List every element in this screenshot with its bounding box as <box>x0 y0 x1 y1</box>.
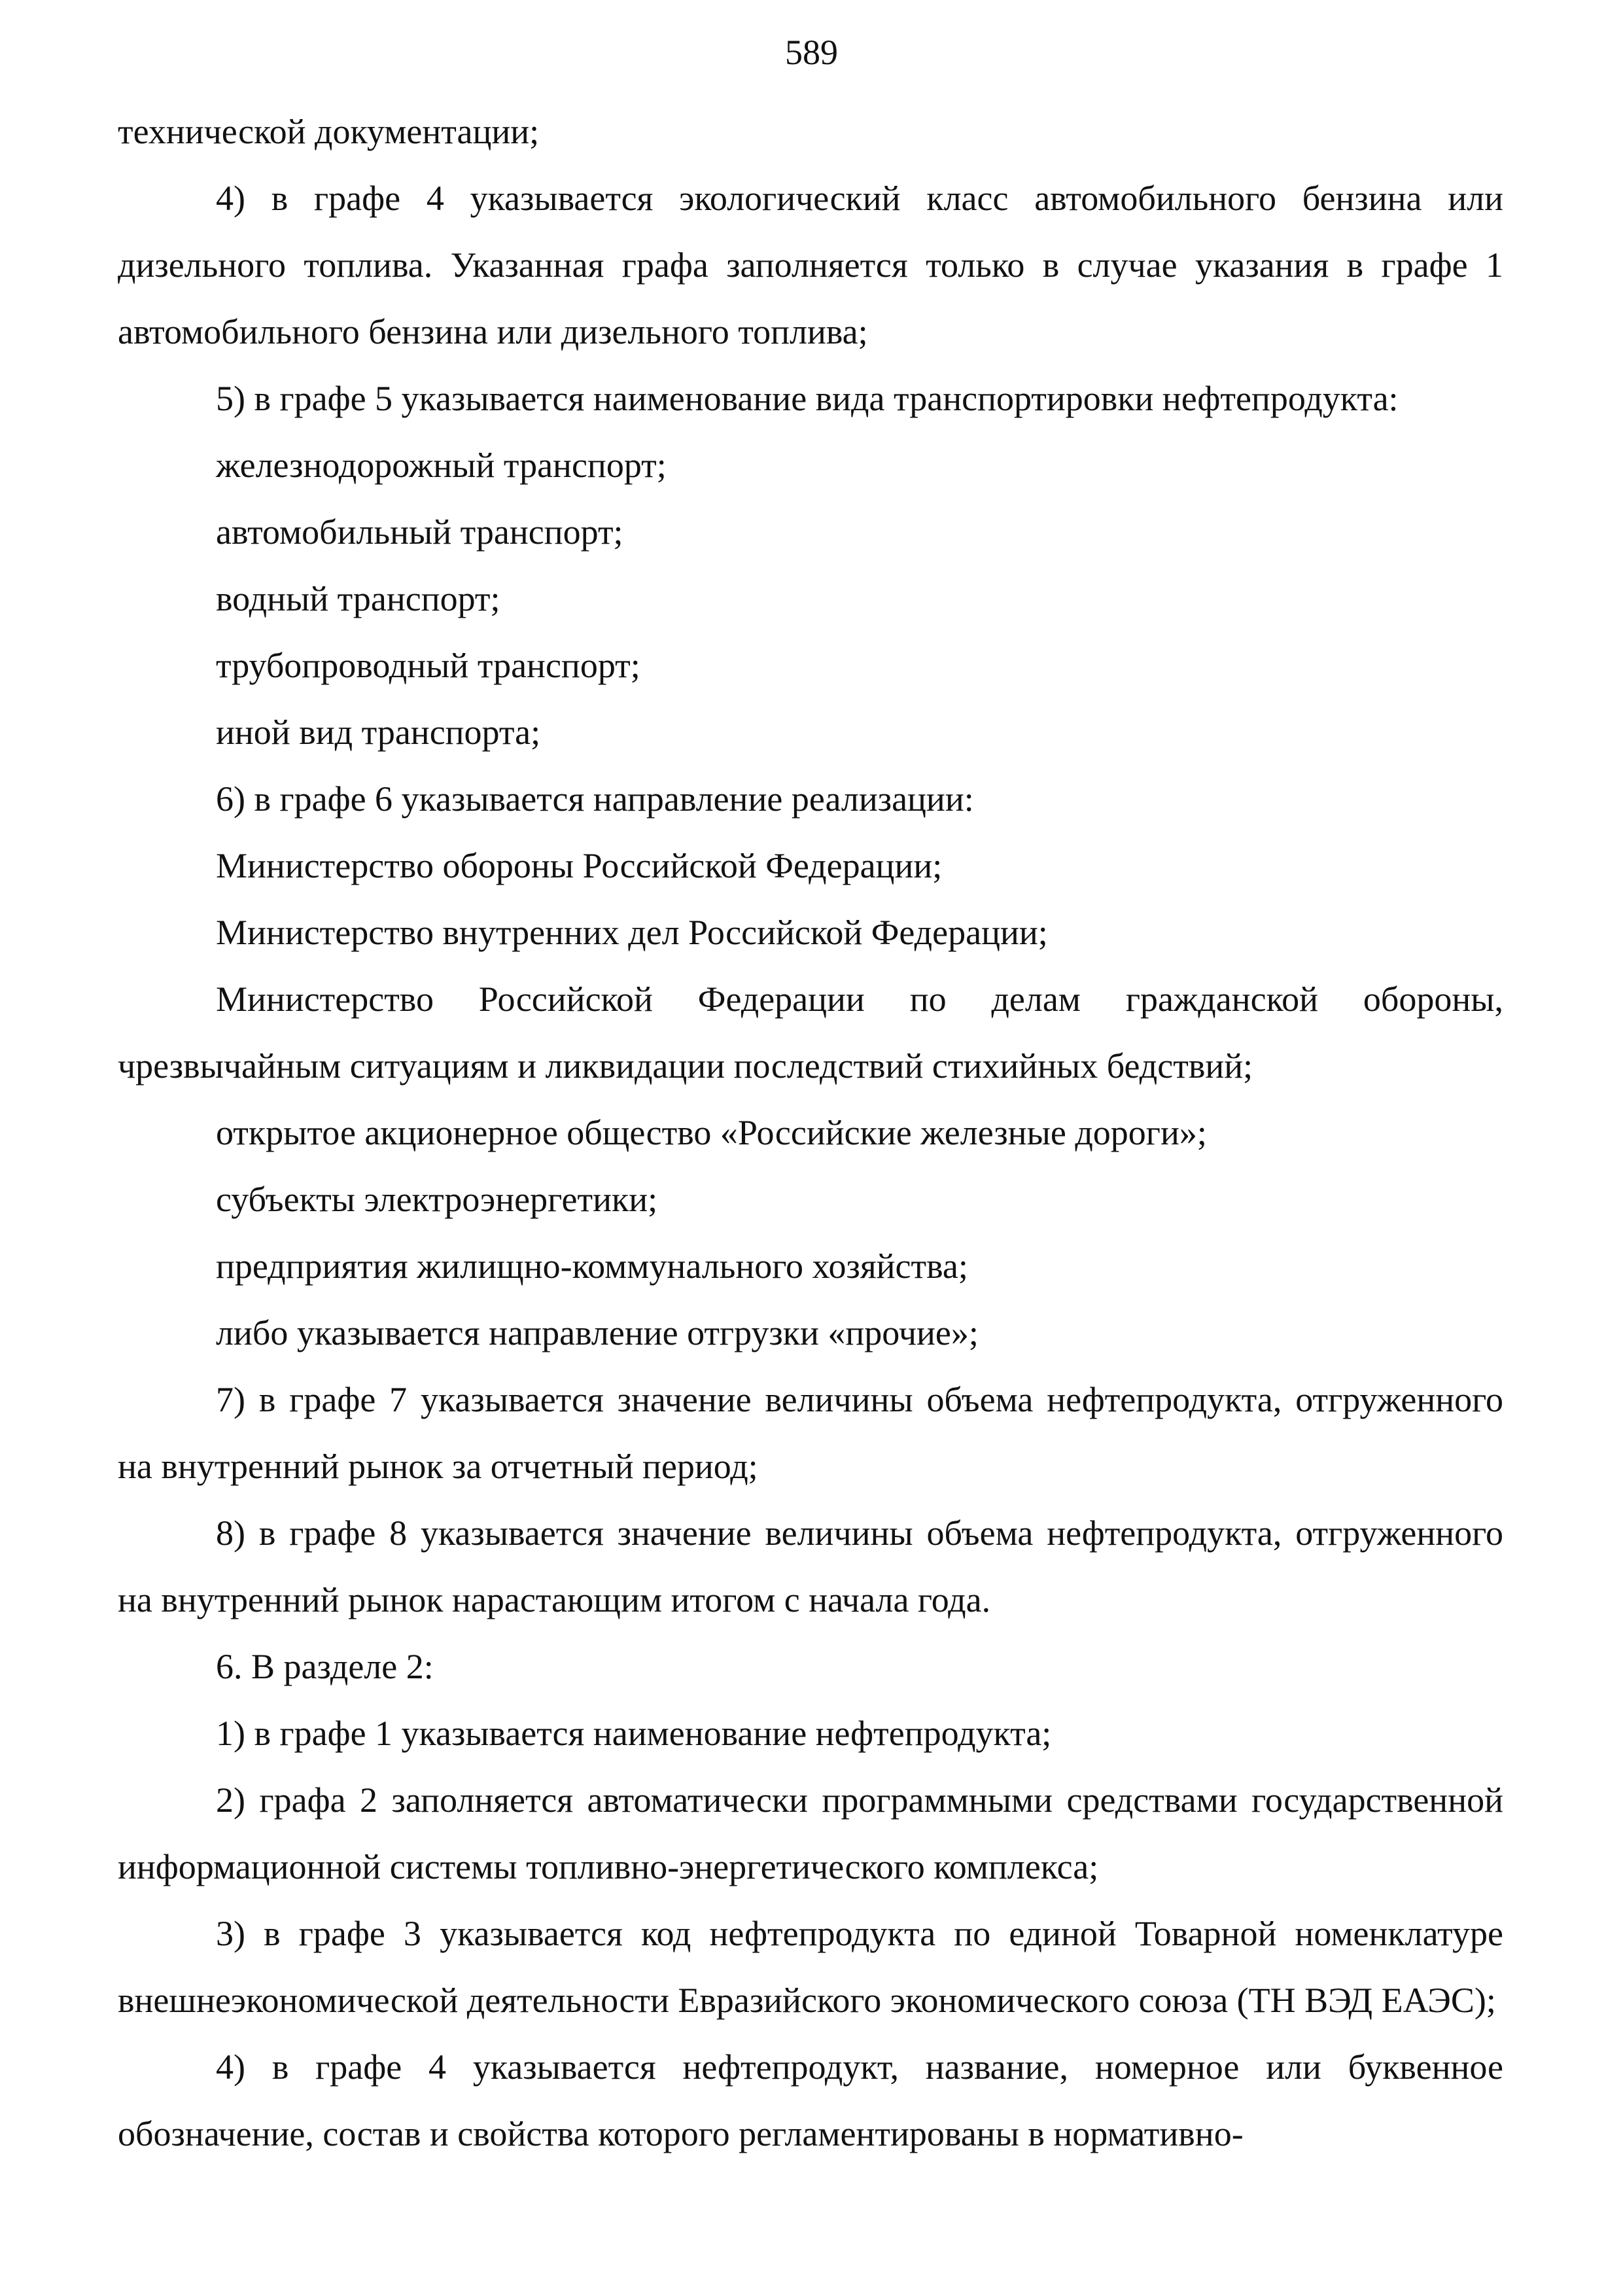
list-item: субъекты электроэнергетики; <box>216 1180 658 1219</box>
page-number: 589 <box>785 33 838 72</box>
list-item: Министерство обороны Российской Федерации; <box>216 846 943 885</box>
paragraph-item-7: 7) в графе 7 указывается значение величины объема нефтепродукта, отгруженного на внутренний рынок за отчетный период; <box>118 1380 1503 1486</box>
list-item: трубопроводный транспорт; <box>216 646 640 685</box>
paragraph-item-4b: 4) в графе 4 указывается нефтепродукт, название, номерное или буквенное обозначение, состав и свойства которого регламентированы в нормативно- <box>118 2047 1503 2153</box>
list-item: открытое акционерное общество «Российские железные дороги»; <box>216 1113 1207 1152</box>
paragraph-item-5: 5) в графе 5 указывается наименование вида транспортировки нефтепродукта: <box>216 379 1399 418</box>
paragraph-item-2: 2) графа 2 заполняется автоматически программными средствами государственной информационной системы топливно-энергетического комплекса; <box>118 1780 1503 1886</box>
list-item: иной вид транспорта; <box>216 713 541 752</box>
document-text <box>118 98 1503 2167</box>
paragraph-continuation: технической документации; <box>118 112 540 151</box>
list-item: водный транспорт; <box>216 579 500 618</box>
paragraph-item-3: 3) в графе 3 указывается код нефтепродукта по единой Товарной номенклатуре внешнеэкономической деятельности Евразийского экономического союза (ТН ВЭД ЕАЭС); <box>118 1914 1503 2020</box>
section-heading: 6. В разделе 2: <box>216 1647 434 1686</box>
paragraph-item-4: 4) в графе 4 указывается экологический класс автомобильного бензина или дизельного топлива. Указанная графа заполняется только в случае указания в графе 1 автомобильного бензина или дизельного топлива; <box>118 179 1503 351</box>
paragraph-item-6: 6) в графе 6 указывается направление реализации: <box>216 779 974 819</box>
list-item: Министерство Российской Федерации по делам гражданской обороны, чрезвычайным ситуациям и ликвидации последствий стихийных бедствий; <box>118 980 1503 1086</box>
paragraph-item-1: 1) в графе 1 указывается наименование нефтепродукта; <box>216 1714 1052 1753</box>
list-item: железнодорожный транспорт; <box>216 446 667 485</box>
list-item: либо указывается направление отгрузки «прочие»; <box>216 1313 979 1352</box>
list-item: автомобильный транспорт; <box>216 512 623 552</box>
paragraph-item-8: 8) в графе 8 указывается значение величины объема нефтепродукта, отгруженного на внутренний рынок нарастающим итогом с начала года. <box>118 1513 1503 1619</box>
list-item: Министерство внутренних дел Российской Федерации; <box>216 913 1048 952</box>
list-item: предприятия жилищно-коммунального хозяйства; <box>216 1246 968 1286</box>
